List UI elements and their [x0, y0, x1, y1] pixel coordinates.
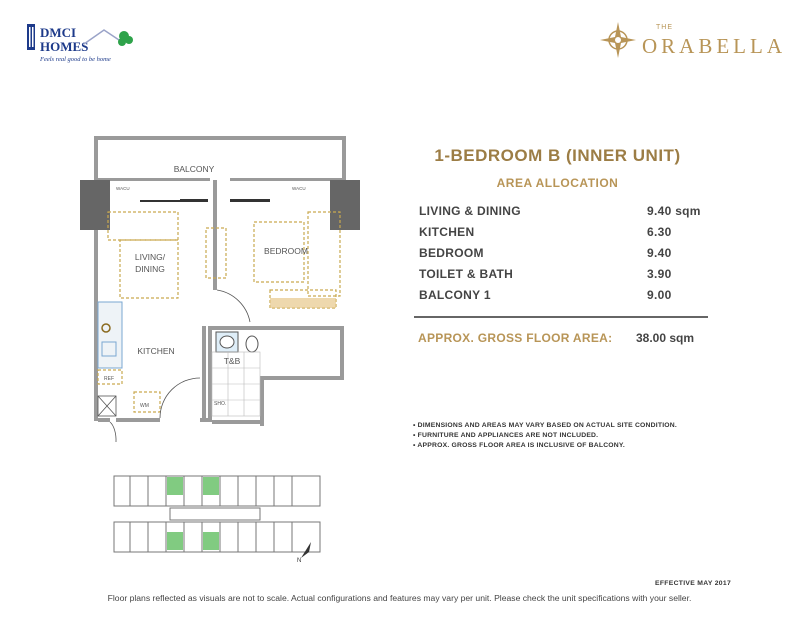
area-row-toilet-bath: [419, 267, 709, 287]
gross-floor-area-label: APPROX. GROSS FLOOR AREA:: [418, 331, 613, 345]
label-wacu-right: WACU: [292, 186, 306, 191]
note-furniture: • FURNITURE AND APPLIANCES ARE NOT INCLUDED.: [413, 432, 599, 439]
unit-title: 1-BEDROOM B (INNER UNIT): [434, 146, 681, 165]
footer-disclaimer: Floor plans reflected as visuals are not to scale. Actual configurations and features may vary per unit. Please check the unit specifications with your seller.: [107, 593, 692, 603]
area-row-bedroom: [419, 246, 709, 266]
label-wacu-left: WACU: [116, 186, 130, 191]
label-balcony: BALCONY: [173, 164, 215, 174]
area-allocation-heading: AREA ALLOCATION: [496, 176, 619, 190]
area-row-kitchen: [419, 225, 709, 245]
label-shower: SHO.: [214, 401, 227, 407]
label-tb: T&B: [223, 356, 241, 366]
note-gross-area: • APPROX. GROSS FLOOR AREA IS INCLUSIVE OF BALCONY.: [413, 442, 625, 449]
tower-icon: [22, 22, 40, 52]
building-key-plan: [110, 470, 325, 558]
area-value: 9.40 sqm: [647, 204, 701, 218]
label-living: LIVING/: [134, 252, 166, 262]
label-kitchen: KITCHEN: [137, 346, 175, 356]
compass-emblem-icon: [598, 20, 638, 60]
label-ref: REF: [104, 376, 114, 382]
label-bedroom: BEDROOM: [264, 246, 308, 256]
divider: [414, 316, 708, 318]
area-label: TOILET & BATH: [419, 267, 514, 281]
north-arrow-icon: [297, 538, 319, 562]
area-label: LIVING & DINING: [419, 204, 521, 218]
note-dimensions: • DIMENSIONS AND AREAS MAY VARY BASED ON ACTUAL SITE CONDITION.: [413, 422, 677, 429]
north-label: N: [297, 558, 302, 562]
column-left: [80, 180, 110, 230]
dmci-wordmark: DMCI: [40, 25, 77, 40]
area-value: 3.90: [647, 267, 672, 281]
unit-floor-plan: [80, 130, 360, 460]
orabella-prefix: THE: [656, 24, 673, 31]
column-right: [330, 180, 360, 230]
orabella-wordmark: ORABELLA: [642, 34, 786, 58]
area-row-balcony: [419, 288, 709, 308]
gross-floor-area-row: [418, 331, 708, 351]
effective-date: EFFECTIVE MAY 2017: [655, 580, 732, 587]
dmci-homes-logo: [22, 20, 142, 68]
orabella-logo: [598, 20, 786, 64]
area-value: 6.30: [647, 225, 672, 239]
gross-floor-area-value: 38.00 sqm: [636, 331, 695, 345]
dmci-tagline: Feels real good to be home: [40, 56, 111, 63]
area-label: KITCHEN: [419, 225, 475, 239]
homes-wordmark: HOMES: [40, 39, 89, 54]
area-value: 9.00: [647, 288, 672, 302]
area-label: BEDROOM: [419, 246, 484, 260]
area-label: BALCONY 1: [419, 288, 491, 302]
area-row-living-dining: [419, 204, 709, 224]
area-value: 9.40: [647, 246, 672, 260]
label-wm: WM: [140, 403, 149, 409]
label-dining: DINING: [135, 264, 165, 274]
house-leaf-icon: [82, 24, 134, 52]
